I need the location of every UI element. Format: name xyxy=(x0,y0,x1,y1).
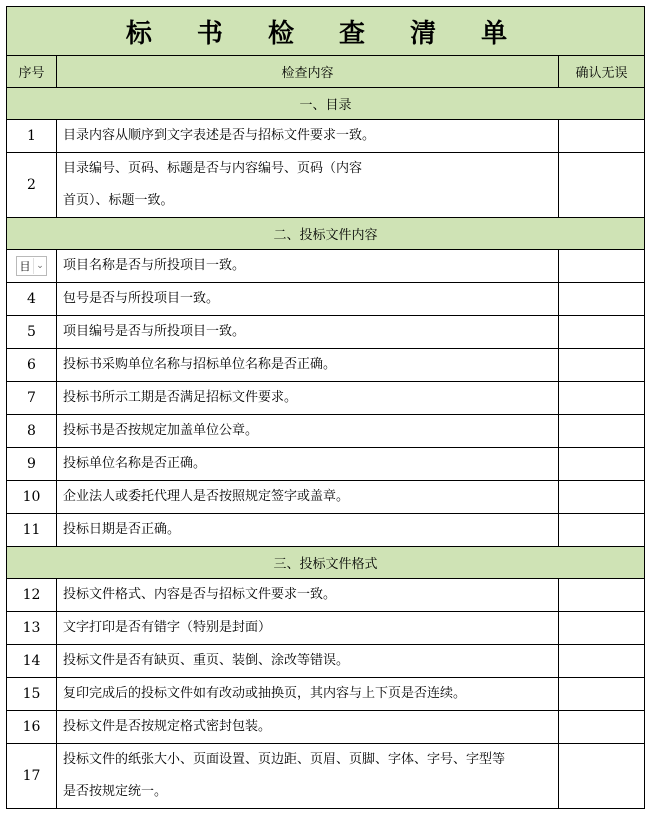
row-text: 投标文件是否按规定格式密封包装。 xyxy=(57,711,559,744)
row-number: 6 xyxy=(7,349,57,382)
confirm-cell[interactable] xyxy=(559,645,645,678)
table-row xyxy=(7,349,645,382)
row-text: 包号是否与所投项目一致。 xyxy=(57,283,559,316)
row-text: 文字打印是否有错字（特别是封面） xyxy=(57,612,559,645)
confirm-cell[interactable] xyxy=(559,153,645,218)
row-text: 复印完成后的投标文件如有改动或抽换页，其内容与上下页是否连续。 xyxy=(57,678,559,711)
row-number: 17 xyxy=(7,744,57,809)
confirm-cell[interactable] xyxy=(559,382,645,415)
row-number: 1 xyxy=(7,120,57,153)
row-number: 13 xyxy=(7,612,57,645)
confirm-cell[interactable] xyxy=(559,448,645,481)
section-row xyxy=(7,88,645,120)
confirm-cell[interactable] xyxy=(559,481,645,514)
section-label: 二、投标文件内容 xyxy=(7,218,645,250)
confirm-cell[interactable] xyxy=(559,250,645,283)
row-number: 14 xyxy=(7,645,57,678)
paste-options-widget[interactable] xyxy=(16,256,47,276)
confirm-cell[interactable] xyxy=(559,579,645,612)
table-row xyxy=(7,153,645,218)
confirm-cell[interactable] xyxy=(559,612,645,645)
checklist-table xyxy=(6,6,645,809)
table-row xyxy=(7,448,645,481)
row-text-line: 首页）、标题一致。 xyxy=(63,193,174,208)
row-text: 投标书是否按规定加盖单位公章。 xyxy=(57,415,559,448)
confirm-cell[interactable] xyxy=(559,349,645,382)
row-text xyxy=(57,744,559,809)
row-number: 12 xyxy=(7,579,57,612)
section-label: 三、投标文件格式 xyxy=(7,547,645,579)
table-row xyxy=(7,250,645,283)
row-text-line: 是否按规定统一。 xyxy=(63,784,168,799)
page-title: 标 书 检 查 清 单 xyxy=(7,7,645,56)
row-number: 4 xyxy=(7,283,57,316)
table-row xyxy=(7,678,645,711)
confirm-cell[interactable] xyxy=(559,415,645,448)
table-row xyxy=(7,514,645,547)
title-row xyxy=(7,7,645,56)
table-row xyxy=(7,612,645,645)
table-row xyxy=(7,382,645,415)
row-number-widget-cell xyxy=(7,250,57,283)
row-number: 16 xyxy=(7,711,57,744)
row-text: 项目编号是否与所投项目一致。 xyxy=(57,316,559,349)
header-num: 序号 xyxy=(7,56,57,88)
row-text: 投标单位名称是否正确。 xyxy=(57,448,559,481)
table-row xyxy=(7,316,645,349)
header-content: 检查内容 xyxy=(57,56,559,88)
row-number: 15 xyxy=(7,678,57,711)
row-number: 7 xyxy=(7,382,57,415)
row-text: 目录内容从顺序到文字表述是否与招标文件要求一致。 xyxy=(57,120,559,153)
row-number: 11 xyxy=(7,514,57,547)
section-label: 一、目录 xyxy=(7,88,645,120)
row-text: 投标文件格式、内容是否与招标文件要求一致。 xyxy=(57,579,559,612)
row-text: 投标文件是否有缺页、重页、装倒、涂改等错误。 xyxy=(57,645,559,678)
table-row xyxy=(7,415,645,448)
confirm-cell[interactable] xyxy=(559,283,645,316)
table-row xyxy=(7,744,645,809)
table-row xyxy=(7,481,645,514)
row-text: 投标书采购单位名称与招标单位名称是否正确。 xyxy=(57,349,559,382)
confirm-cell[interactable] xyxy=(559,744,645,809)
table-row xyxy=(7,579,645,612)
row-text: 项目名称是否与所投项目一致。 xyxy=(57,250,559,283)
row-number: 2 xyxy=(7,153,57,218)
list-icon: 目 xyxy=(17,258,34,274)
row-text xyxy=(57,153,559,218)
confirm-cell[interactable] xyxy=(559,120,645,153)
table-row xyxy=(7,120,645,153)
section-row xyxy=(7,547,645,579)
row-number: 10 xyxy=(7,481,57,514)
section-row xyxy=(7,218,645,250)
header-row xyxy=(7,56,645,88)
table-row xyxy=(7,283,645,316)
row-text-line: 目录编号、页码、标题是否与内容编号、页码（内容 xyxy=(63,161,363,176)
table-row xyxy=(7,711,645,744)
chevron-down-icon: ⌄ xyxy=(36,261,44,271)
row-text: 企业法人或委托代理人是否按照规定签字或盖章。 xyxy=(57,481,559,514)
confirm-cell[interactable] xyxy=(559,514,645,547)
row-number: 5 xyxy=(7,316,57,349)
confirm-cell[interactable] xyxy=(559,711,645,744)
table-row xyxy=(7,645,645,678)
row-number: 8 xyxy=(7,415,57,448)
row-text: 投标日期是否正确。 xyxy=(57,514,559,547)
confirm-cell[interactable] xyxy=(559,678,645,711)
row-text: 投标书所示工期是否满足招标文件要求。 xyxy=(57,382,559,415)
row-number: 9 xyxy=(7,448,57,481)
confirm-cell[interactable] xyxy=(559,316,645,349)
header-confirm: 确认无误 xyxy=(559,56,645,88)
row-text-line: 投标文件的纸张大小、页面设置、页边距、页眉、页脚、字体、字号、字型等 xyxy=(63,752,506,767)
